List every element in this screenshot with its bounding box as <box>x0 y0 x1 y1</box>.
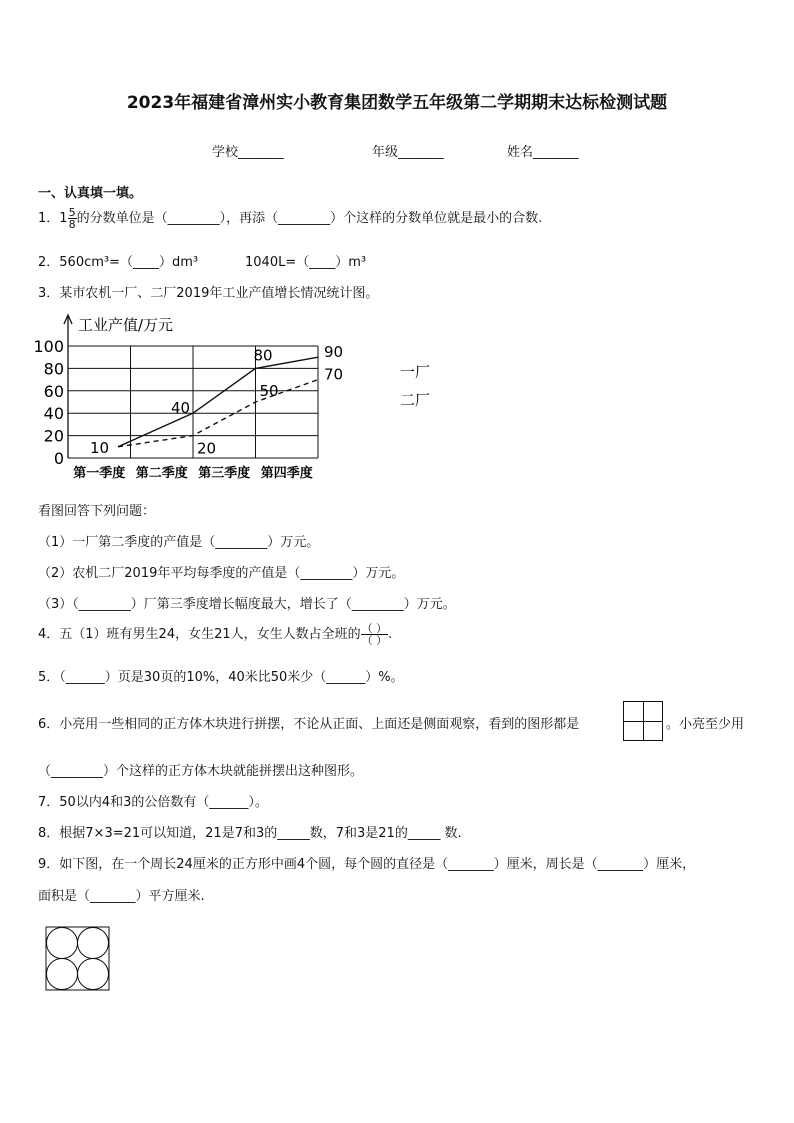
x-tick-label: 第一季度 <box>73 466 126 481</box>
denominator-blank: （ ） <box>361 634 388 647</box>
square-outline <box>46 927 109 990</box>
question-9-text-b: 面积是（_______）平方厘米. <box>38 889 205 904</box>
legend-label: 一厂 <box>400 363 431 381</box>
question-7 <box>38 791 268 810</box>
data-label: 90 <box>324 343 344 362</box>
question-2-part-2: 1040L=（____）m³ <box>245 255 367 270</box>
question-6-text-b: 。小亮至少用 <box>666 717 745 732</box>
question-text: （______）页是30页的10%，40米比50米少（______）%。 <box>59 670 404 685</box>
question-2 <box>38 251 198 270</box>
numerator-blank: （ ） <box>361 622 388 635</box>
data-label: 40 <box>171 399 191 418</box>
question-6 <box>38 713 579 732</box>
question-end: . <box>388 627 393 642</box>
question-text: 如下图，在一个周长24厘米的正方形中画4个圆，每个圆的直径是（_______）厘米，周长是（_______）厘米， <box>59 857 696 872</box>
question-text: 五（1）班有男生24，女生21人，女生人数占全班的 <box>59 627 361 642</box>
question-9 <box>38 853 695 872</box>
y-tick-label: 0 <box>53 449 64 468</box>
page-title: 2023年福建省漳州实小教育集团数学五年级第二学期期末达标检测试题 <box>126 93 668 113</box>
question-1 <box>38 207 542 230</box>
y-tick-label: 100 <box>33 337 64 356</box>
circle-bottom-left <box>47 959 78 990</box>
question-number: 5． <box>38 670 60 685</box>
question-3 <box>38 282 378 301</box>
question-3-1: （1）一厂第二季度的产值是（________）万元。 <box>38 535 320 550</box>
chart-question-intro: 看图回答下列问题： <box>38 504 156 519</box>
data-label: 80 <box>253 346 273 365</box>
question-text: 小亮用一些相同的正方体木块进行拼摆，不论从正面、上面还是侧面观察，看到的图形都是 <box>59 717 580 732</box>
answer-fraction <box>361 623 389 646</box>
question-number: 3． <box>38 286 60 301</box>
legend-label: 二厂 <box>400 391 431 409</box>
y-tick-label: 40 <box>43 404 64 424</box>
question-number: 9． <box>38 857 60 872</box>
y-tick-label: 60 <box>43 381 64 401</box>
question-8 <box>38 822 462 841</box>
series-line-1 <box>118 357 318 447</box>
school-field: 学校_______ <box>212 145 284 160</box>
circle-bottom-right <box>78 959 109 990</box>
square-four-circles-figure <box>45 926 111 992</box>
question-6-text-c: （________）个这样的正方体木块就能拼摆出这种图形。 <box>38 764 364 779</box>
question-number: 4． <box>38 627 60 642</box>
grade-field: 年级_______ <box>372 145 444 160</box>
question-part-1: 560cm³=（____）dm³ <box>59 255 199 270</box>
data-label: 70 <box>324 365 344 384</box>
question-number: 6． <box>38 717 60 732</box>
question-text: 某市农机一厂、二厂2019年工业产值增长情况统计图。 <box>59 286 379 301</box>
question-text: 的分数单位是（________），再添（________）个这样的分数单位就是最小的合数. <box>76 211 543 226</box>
question-number: 8． <box>38 826 60 841</box>
x-tick-label: 第二季度 <box>135 466 188 481</box>
question-number: 1． <box>38 211 60 226</box>
numerator: 5 <box>68 206 76 219</box>
question-3-2: （2）农机二厂2019年平均每季度的产值是（________）万元。 <box>38 566 405 581</box>
question-number: 2． <box>38 255 60 270</box>
question-number: 7． <box>38 795 60 810</box>
four-square-view-figure <box>623 701 663 741</box>
data-label: 10 <box>90 438 110 457</box>
data-label: 50 <box>259 382 279 400</box>
y-tick-label: 20 <box>43 426 64 446</box>
y-tick-label: 80 <box>43 359 64 379</box>
fraction <box>68 207 77 230</box>
circle-top-right <box>78 928 109 959</box>
x-tick-label: 第三季度 <box>198 466 251 481</box>
x-tick-label: 第四季度 <box>260 466 313 481</box>
question-text: 根据7×3=21可以知道，21是7和3的_____数，7和3是21的_____ 数. <box>59 826 462 841</box>
line-chart <box>30 310 450 485</box>
circle-top-left <box>47 928 78 959</box>
y-axis-label: 工业产值/万元 <box>78 316 174 334</box>
question-5 <box>38 666 404 685</box>
name-field: 姓名_______ <box>507 145 579 160</box>
question-3-3: （3）（________）厂第三季度增长幅度最大，增长了（________）万元。 <box>38 597 456 612</box>
question-text: 50以内4和3的公倍数有（______）。 <box>59 795 268 810</box>
denominator: 8 <box>68 218 76 231</box>
data-label: 20 <box>197 439 217 458</box>
mixed-number-whole: 1 <box>59 211 68 226</box>
question-4 <box>38 623 392 646</box>
section-heading: 一、认真填一填。 <box>38 186 143 201</box>
